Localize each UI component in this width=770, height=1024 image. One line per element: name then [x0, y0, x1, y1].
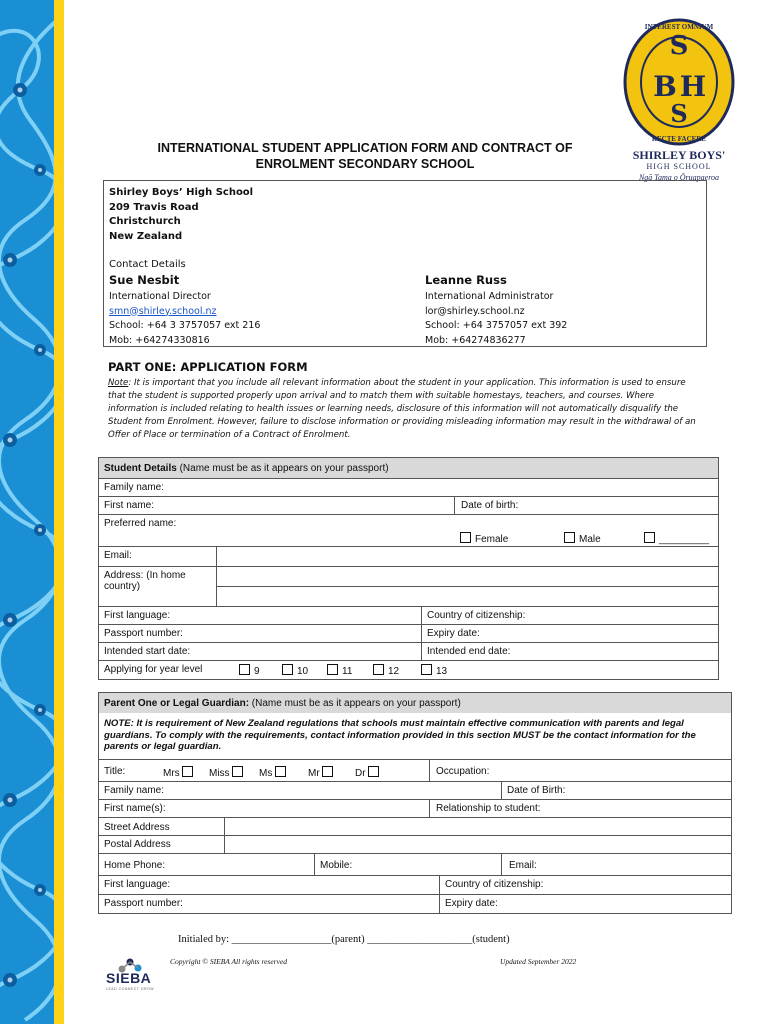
title-option-ms[interactable]: Ms — [259, 766, 290, 779]
parent-occupation-field[interactable]: Occupation: — [436, 766, 490, 777]
parent-details-table — [98, 692, 732, 914]
student-preferred-name-field[interactable]: Preferred name: — [104, 518, 177, 529]
parent-mobile-field[interactable]: Mobile: — [320, 860, 353, 871]
parent-family-name-field[interactable]: Family name: — [104, 785, 165, 796]
parent-relationship-field[interactable]: Relationship to student: — [436, 803, 541, 814]
initialed-by-line: Initialed by: ___________________(parent) ____________________(student) — [178, 934, 510, 945]
student-family-name-field[interactable]: Family name: — [104, 482, 165, 493]
parent-first-names-field[interactable]: First name(s): — [104, 803, 166, 814]
school-logo — [620, 18, 738, 188]
student-email-input[interactable] — [217, 547, 717, 566]
svg-text:S: S — [670, 99, 688, 128]
page-title — [110, 140, 620, 172]
parent-expiry-field[interactable]: Expiry date: — [445, 898, 498, 909]
contact-card-2 — [425, 273, 695, 348]
logo-ring-bottom: RECTE FACERE — [651, 135, 707, 143]
parent-passport-field[interactable]: Passport number: — [104, 898, 183, 909]
school-address — [109, 186, 253, 244]
student-address-input-2[interactable] — [217, 587, 717, 606]
student-citizenship-field[interactable]: Country of citizenship: — [427, 610, 526, 621]
year-10-checkbox[interactable] — [282, 664, 293, 675]
logo-ring-top: INTEREST OMNIUM — [644, 23, 714, 31]
female-checkbox[interactable] — [460, 532, 471, 543]
title-option-dr[interactable]: Dr — [355, 766, 383, 779]
year-9-checkbox[interactable] — [239, 664, 250, 675]
gender-male-option[interactable]: Male — [564, 532, 601, 545]
gender-female-option[interactable]: Female — [460, 532, 508, 545]
student-address-label: Address: (In home country) — [104, 570, 186, 592]
student-first-language-field[interactable]: First language: — [104, 610, 171, 621]
updated-date-text: Updated September 2022 — [500, 957, 577, 966]
dr-checkbox[interactable] — [368, 766, 379, 777]
contact-mobile: Mob: +64274330816 — [109, 334, 210, 346]
contact-mobile: Mob: +64274836277 — [425, 334, 526, 346]
school-address-line-1: 209 Travis Road — [109, 201, 199, 213]
year-option-10[interactable]: 10 — [282, 664, 308, 677]
school-address-line-2: Christchurch — [109, 216, 181, 227]
year-option-11[interactable]: 11 — [327, 664, 352, 677]
contact-card-1 — [109, 273, 409, 348]
gender-other-option[interactable]: _________ — [644, 532, 709, 545]
year-level-label: Applying for year level — [104, 664, 203, 675]
note-label: Note — [108, 378, 129, 388]
school-country: New Zealand — [109, 230, 183, 242]
yellow-border-strip — [54, 0, 64, 1024]
svg-text:H: H — [679, 70, 707, 103]
student-expiry-field[interactable]: Expiry date: — [427, 628, 480, 639]
title-option-mr[interactable]: Mr — [308, 766, 337, 779]
student-email-label: Email: — [104, 550, 132, 561]
sieba-tagline: LEAD CONNECT GROW — [106, 987, 155, 991]
school-contact-box — [103, 180, 707, 347]
parent-email-field[interactable]: Email: — [509, 860, 537, 871]
contact-heading: Contact Details — [109, 259, 186, 270]
svg-text:S: S — [669, 31, 689, 61]
part-one-note — [108, 377, 698, 442]
parent-street-input[interactable] — [225, 818, 730, 835]
year-option-12[interactable]: 12 — [373, 664, 399, 677]
student-start-date-field[interactable]: Intended start date: — [104, 646, 191, 657]
svg-text:B: B — [653, 70, 677, 103]
parent-details-heading: Parent One or Legal Guardian: (Name must be as it appears on your passport) — [104, 698, 461, 709]
miss-checkbox[interactable] — [232, 766, 243, 777]
ms-checkbox[interactable] — [275, 766, 286, 777]
parent-title-label: Title: — [104, 766, 126, 777]
parent-first-language-field[interactable]: First language: — [104, 879, 171, 890]
student-details-heading: Student Details (Name must be as it appears on your passport) — [104, 463, 389, 474]
title-line-2: ENROLMENT SECONDARY SCHOOL — [255, 157, 475, 171]
male-checkbox[interactable] — [564, 532, 575, 543]
year-12-checkbox[interactable] — [373, 664, 384, 675]
student-first-name-field[interactable]: First name: — [104, 500, 155, 511]
part-one-heading: PART ONE: APPLICATION FORM — [108, 360, 308, 374]
decorative-border — [0, 0, 62, 1024]
parent-street-label: Street Address — [104, 822, 170, 833]
student-details-table — [98, 457, 719, 680]
student-address-input-1[interactable] — [217, 567, 717, 586]
copyright-text: Copyright © SIEBA All rights reserved — [170, 957, 288, 966]
note-text: : It is important that you include all relevant information about the student in your application. This information is used to ensure that the student is supported properly upon arrival and to match them with suitable homestays, teachers, and courses. Where information is included relating to health issues or learning needs, disclosure of this information will not automatically disqualify the Student from Enrolment. However, failure to disclose information or providing misleading information may result in the withdrawal of an Offer of Place or termination of a Contract of Enrolment. — [108, 378, 696, 440]
student-dob-field[interactable]: Date of birth: — [461, 500, 519, 511]
parent-regulation-note: NOTE: It is requirement of New Zealand regulations that schools must maintain effective communication with parents and legal guardians. To comply with the requirements, contact information provided in this section MUST be the contact information for the parents or legal guardian. — [104, 718, 696, 752]
sieba-logo — [104, 956, 164, 996]
contact-role: International Director — [109, 291, 211, 302]
parent-home-phone-field[interactable]: Home Phone: — [104, 860, 166, 871]
parent-citizenship-field[interactable]: Country of citizenship: — [445, 879, 544, 890]
contact-name: Sue Nesbit — [109, 273, 180, 287]
year-13-checkbox[interactable] — [421, 664, 432, 675]
sieba-wordmark: SIEBA — [106, 970, 152, 986]
parent-postal-label: Postal Address — [104, 839, 171, 850]
title-line-1: INTERNATIONAL STUDENT APPLICATION FORM AND CONTRACT OF — [157, 141, 573, 155]
parent-postal-input[interactable] — [225, 836, 730, 853]
student-end-date-field[interactable]: Intended end date: — [427, 646, 511, 657]
year-option-13[interactable]: 13 — [421, 664, 447, 677]
parent-dob-field[interactable]: Date of Birth: — [507, 785, 566, 796]
logo-maori-text: Ngā Tama o Ōruapaeroa — [638, 173, 720, 182]
year-option-9[interactable]: 9 — [239, 664, 260, 677]
title-option-mrs[interactable]: Mrs — [163, 766, 197, 779]
student-passport-field[interactable]: Passport number: — [104, 628, 183, 639]
logo-school-name: SHIRLEY BOYS' — [632, 148, 726, 162]
title-option-miss[interactable]: Miss — [209, 766, 247, 779]
other-gender-checkbox[interactable] — [644, 532, 655, 543]
year-11-checkbox[interactable] — [327, 664, 338, 675]
contact-name: Leanne Russ — [425, 273, 507, 287]
mr-checkbox[interactable] — [322, 766, 333, 777]
contact-school-phone: School: +64 3 3757057 ext 216 — [109, 320, 261, 331]
contact-role: International Administrator — [425, 291, 554, 302]
contact-email: lor@shirley.school.nz — [425, 305, 525, 317]
school-name: Shirley Boys’ High School — [109, 187, 254, 198]
contact-school-phone: School: +64 3757057 ext 392 — [425, 320, 568, 331]
mrs-checkbox[interactable] — [182, 766, 193, 777]
contact-email-link[interactable]: smn@shirley.school.nz — [109, 305, 217, 317]
logo-school-sub: HIGH SCHOOL — [646, 162, 712, 171]
